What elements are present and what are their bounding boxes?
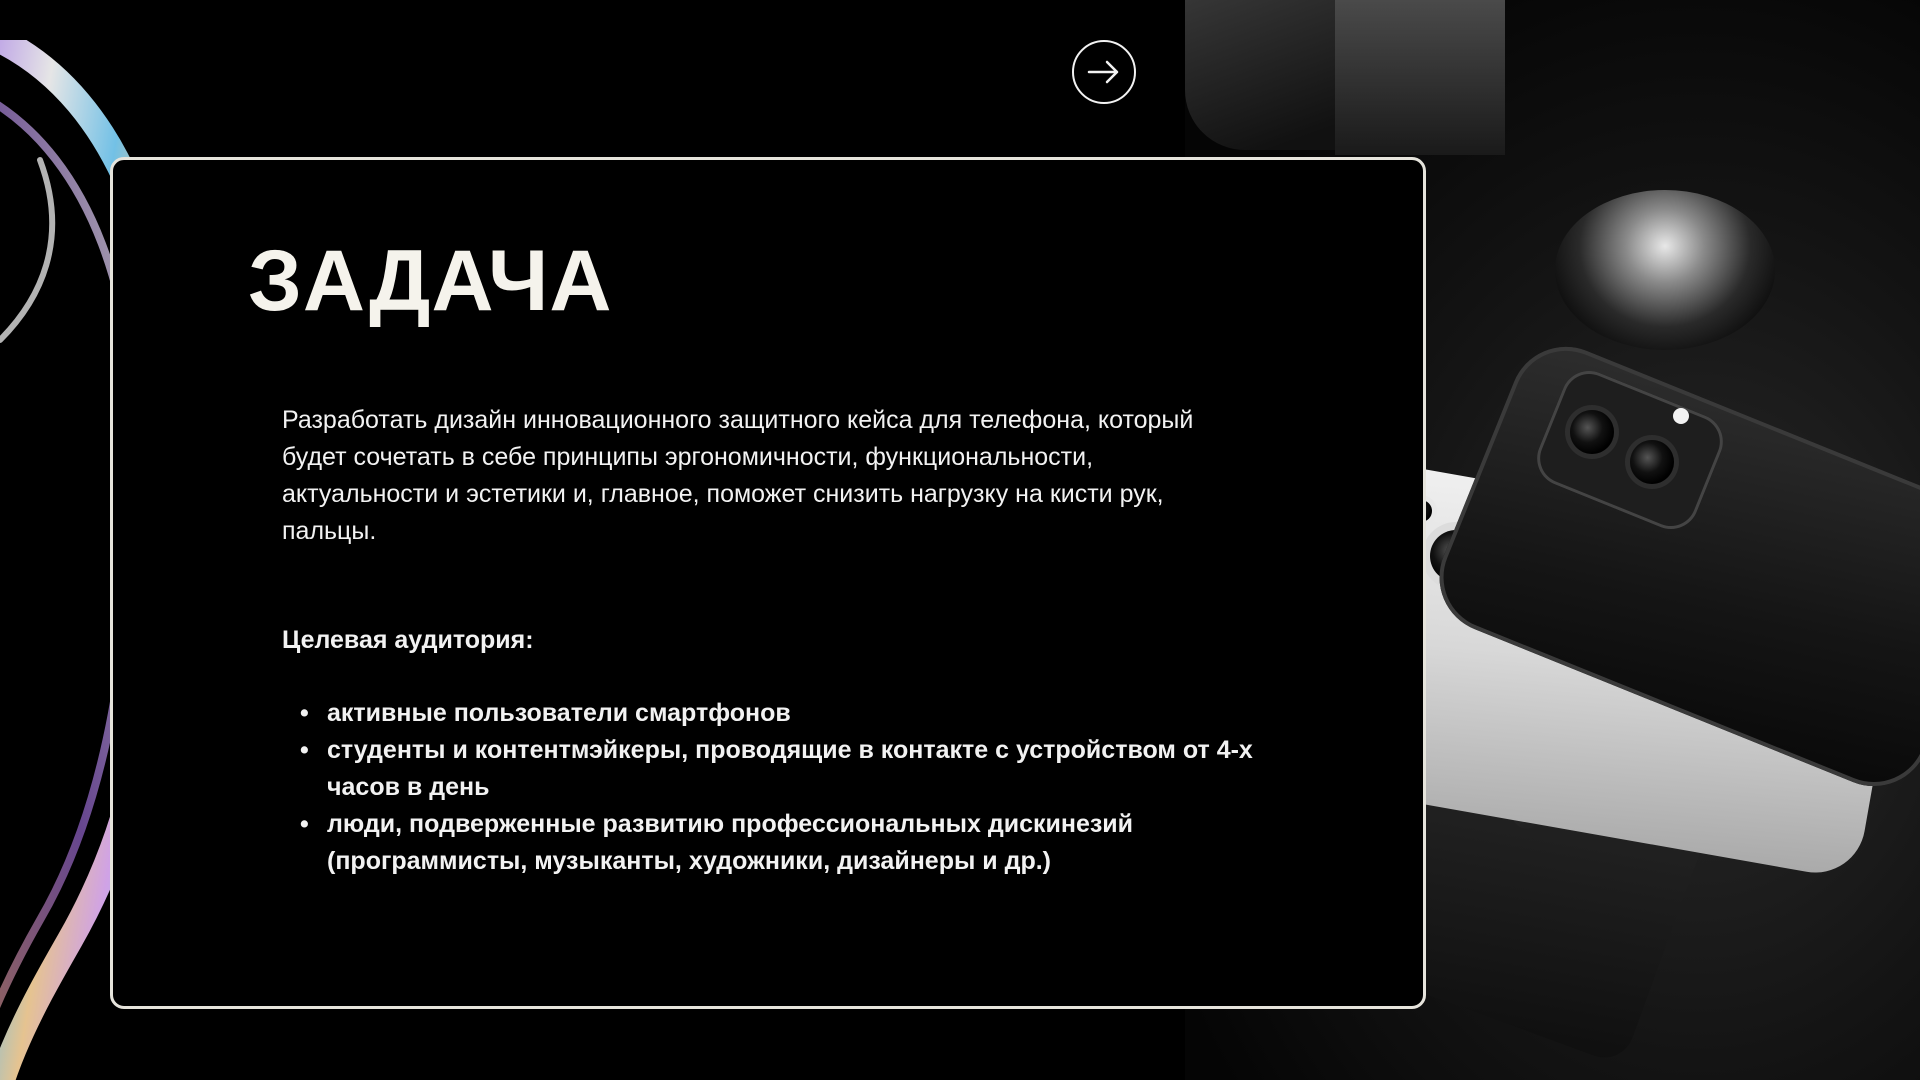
bullet-glyph: •	[300, 810, 309, 838]
target-audience-label: Целевая аудитория:	[282, 626, 534, 654]
list-item	[282, 806, 1282, 880]
target-audience-list	[282, 695, 1282, 880]
black-phone-lens-2	[1630, 440, 1674, 484]
slide-title: ЗАДАЧА	[248, 233, 613, 329]
list-item	[282, 695, 1282, 732]
black-phone-flash	[1673, 408, 1689, 424]
control-knob	[1555, 190, 1775, 350]
list-item	[282, 732, 1282, 806]
bullet-glyph: •	[300, 736, 309, 764]
list-item-text: люди, подверженные развитию профессиональных дискинезий (программисты, музыканты, художники, дизайнеры и др.)	[327, 810, 1134, 875]
list-item-text: активные пользователи смартфонов	[327, 699, 791, 727]
next-slide-button[interactable]	[1072, 40, 1136, 104]
black-phone-lens-1	[1570, 410, 1614, 454]
list-item-text: студенты и контентмэйкеры, проводящие в контакте с устройством от 4-х часов в день	[327, 736, 1253, 801]
arrow-right-icon	[1087, 60, 1121, 84]
top-device-shape-2	[1335, 0, 1505, 155]
bullet-glyph: •	[300, 699, 309, 727]
task-description: Разработать дизайн инновационного защитного кейса для телефона, который будет сочетать в себе принципы эргономичности, функциональности, актуальности и эстетики и, главное, поможет снизить нагрузку на кисти рук, пальцы.	[282, 406, 1194, 545]
